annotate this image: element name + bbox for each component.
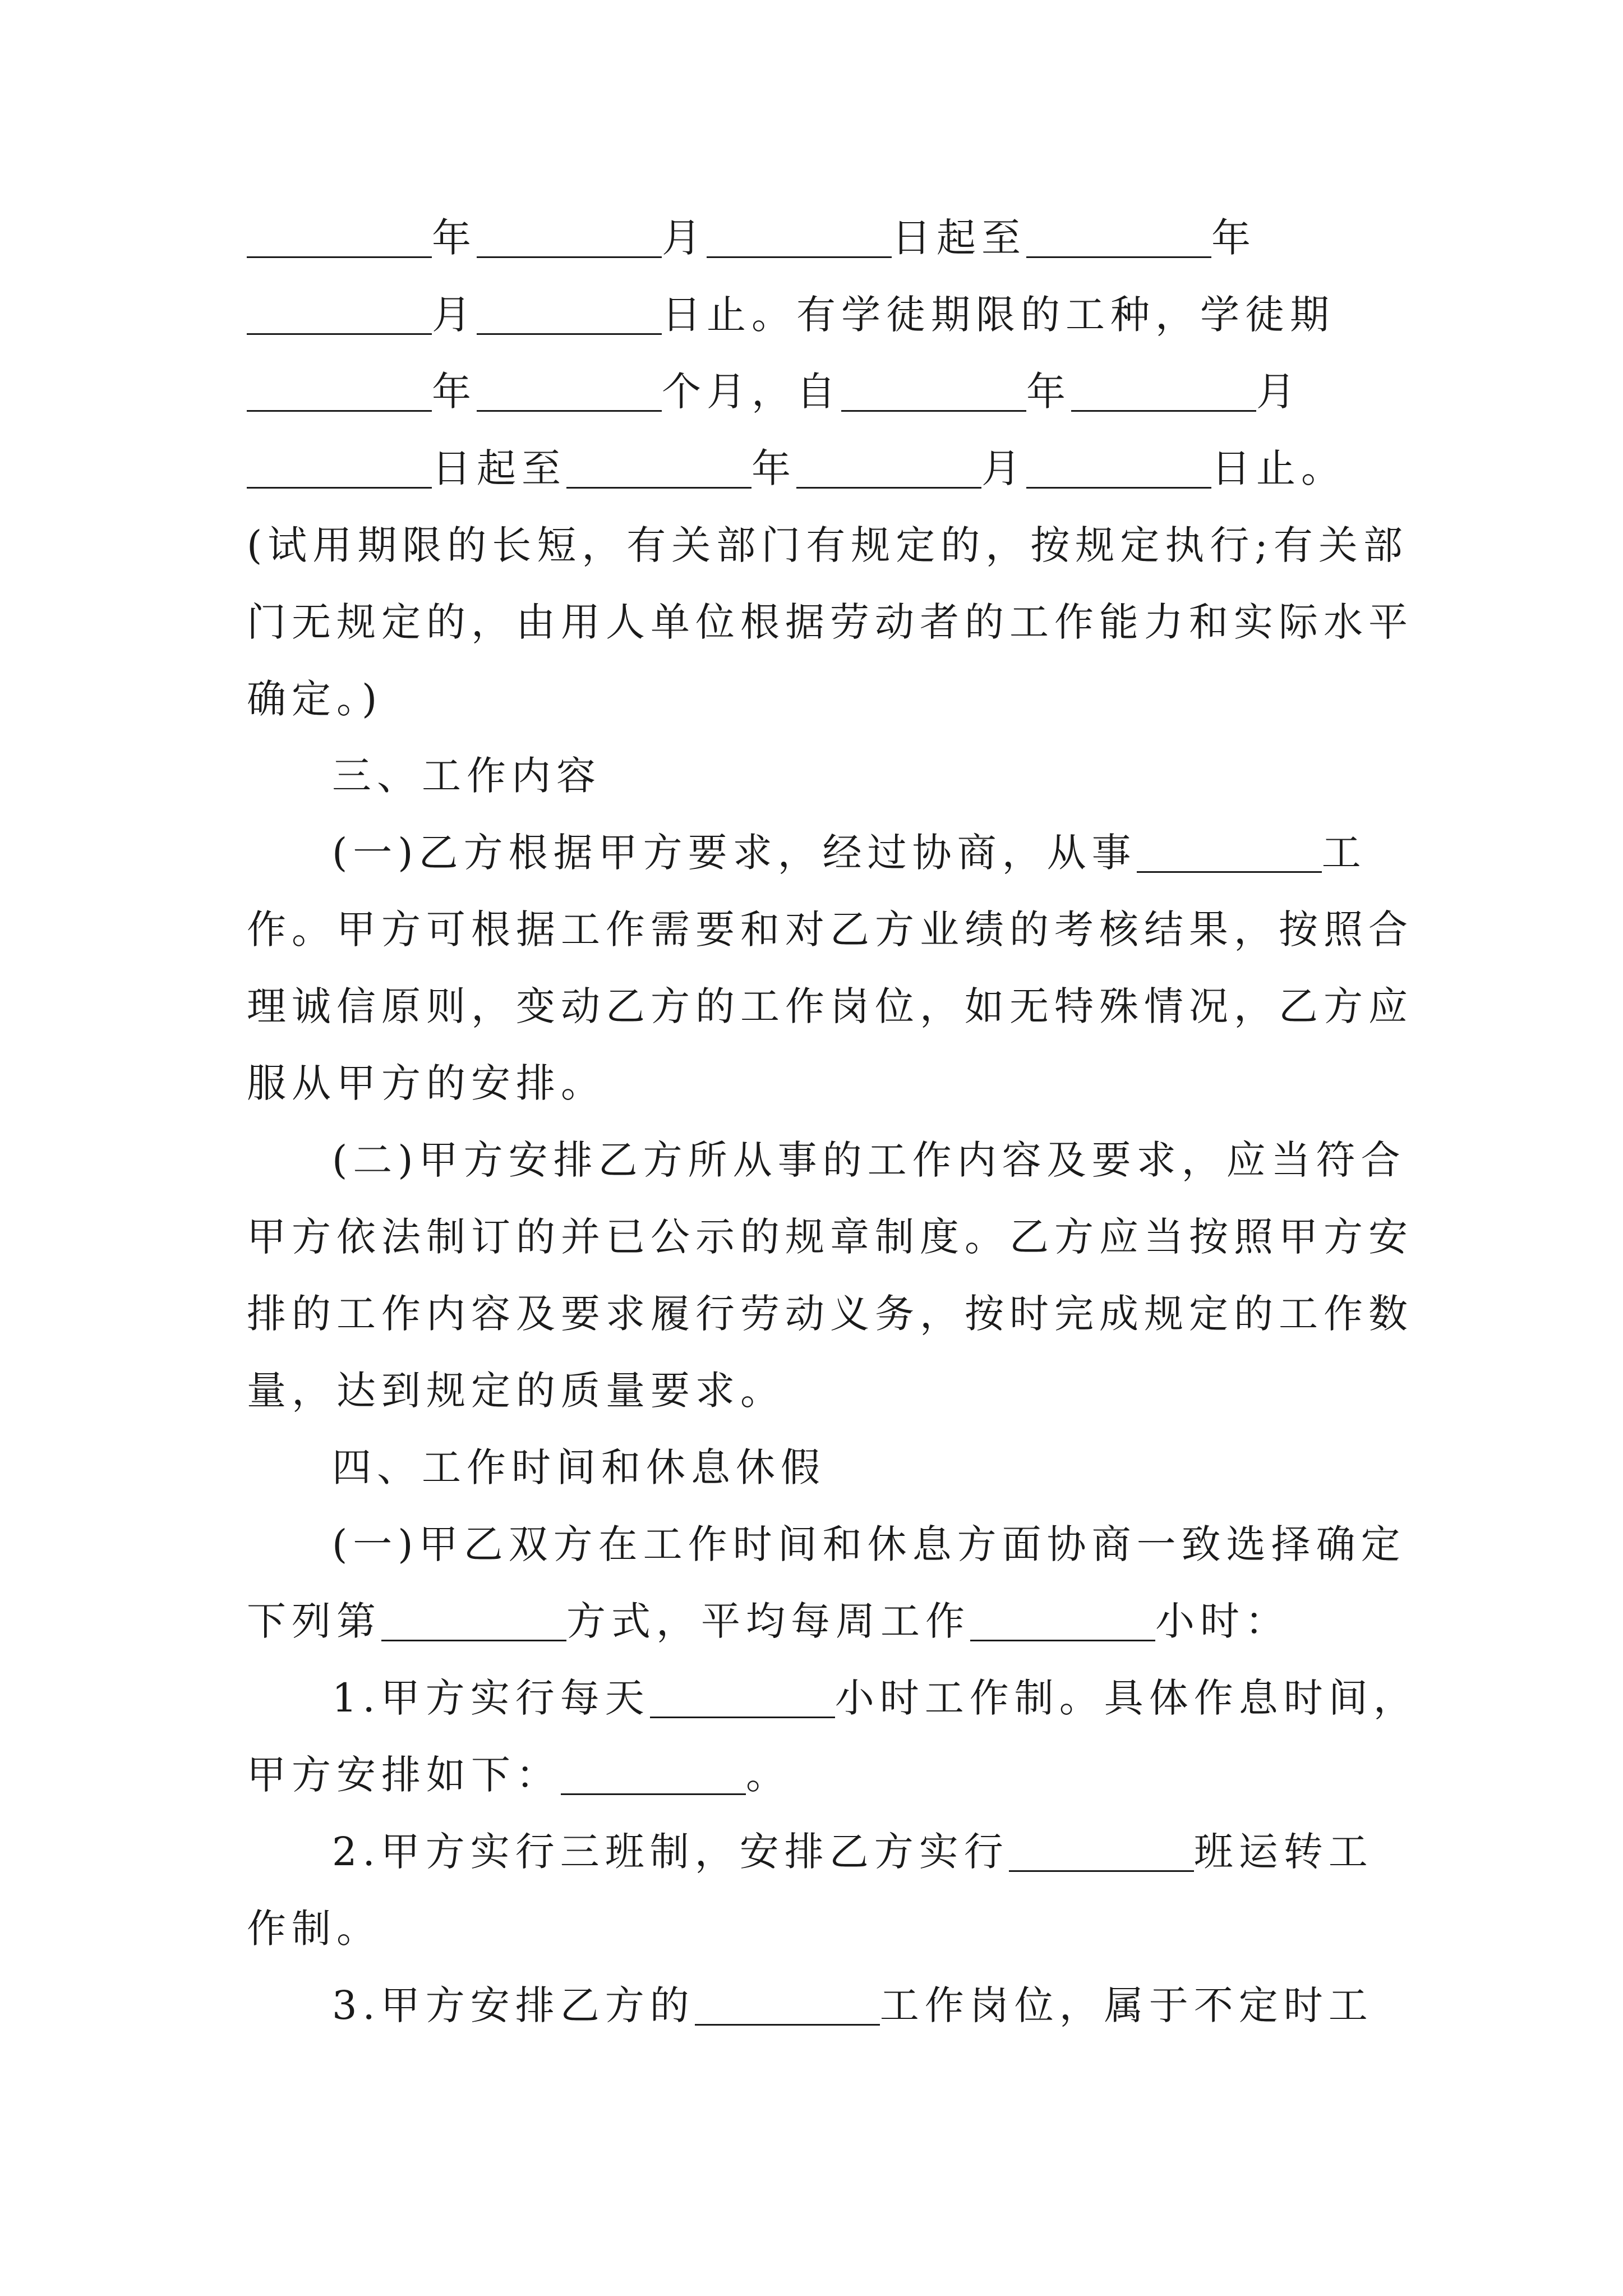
blank-field [561, 1754, 746, 1795]
blank-field [1071, 371, 1256, 412]
blank-field [1026, 448, 1211, 489]
blank-field [566, 448, 751, 489]
text-line: 作。甲方可根据工作需要和对乙方业绩的考核结果，按照合 [247, 907, 1413, 953]
blank-field [970, 1600, 1155, 1641]
text-line: 下列第 方式，平均每周工作 小时： [247, 1598, 1290, 1644]
text-line: 作制。 [247, 1906, 381, 1952]
blank-field [650, 1677, 835, 1718]
text-line: (二)甲方安排乙方所从事的工作内容及要求，应当符合 [332, 1137, 1406, 1183]
blank-field [477, 217, 662, 258]
document-page [247, 200, 1418, 2044]
blank-field [247, 217, 432, 258]
blank-field [841, 371, 1026, 412]
blank-field [247, 294, 432, 335]
section-heading: 三、工作内容 [332, 753, 601, 799]
text-line: 1.甲方实行每天 小时工作制。具体作息时间， [332, 1675, 1418, 1721]
blank-field [477, 371, 662, 412]
text-line: 月 日止。有学徒期限的工种，学徒期 [247, 277, 1385, 353]
blank-field [1026, 217, 1211, 258]
blank-field [477, 294, 662, 335]
blank-field [1009, 1831, 1194, 1872]
text-line: (一)甲乙双方在工作时间和休息方面协商一致选择确定 [332, 1521, 1406, 1567]
text-line: 服从甲方的安排。 [247, 1060, 606, 1106]
text-line: 2.甲方实行三班制，安排乙方实行 班运转工 [332, 1829, 1373, 1875]
blank-field [796, 448, 981, 489]
section-heading: 四、工作时间和休息休假 [332, 1444, 826, 1490]
text-line: 年 月 日起至 年 [247, 200, 1385, 277]
text-line: 日起至 年 月 日止。 [247, 430, 1385, 507]
text-line: 年 个月，自 年 月 [247, 353, 1385, 430]
blank-field [1137, 832, 1322, 873]
text-line: (试用期限的长短，有关部门有规定的，按规定执行;有关部 [247, 522, 1408, 568]
blank-field [381, 1600, 566, 1641]
blank-field [695, 1985, 880, 2026]
text-line: (一)乙方根据甲方要求，经过协商，从事 工 [332, 830, 1367, 876]
text-line: 甲方安排如下： 。 [247, 1752, 791, 1798]
text-line: 3.甲方安排乙方的 工作岗位，属于不定时工 [332, 1982, 1373, 2028]
blank-field [707, 217, 892, 258]
text-line: 量，达到规定的质量要求。 [247, 1368, 785, 1414]
blank-field [247, 448, 432, 489]
text-line: 理诚信原则，变动乙方的工作岗位，如无特殊情况，乙方应 [247, 983, 1413, 1029]
text-line: 甲方依法制订的并已公示的规章制度。乙方应当按照甲方安 [247, 1214, 1413, 1260]
text-line: 门无规定的，由用人单位根据劳动者的工作能力和实际水平 [247, 599, 1413, 645]
text-line: 排的工作内容及要求履行劳动义务，按时完成规定的工作数 [247, 1291, 1413, 1337]
blank-field [247, 371, 432, 412]
text-line: 确定。) [247, 676, 383, 722]
